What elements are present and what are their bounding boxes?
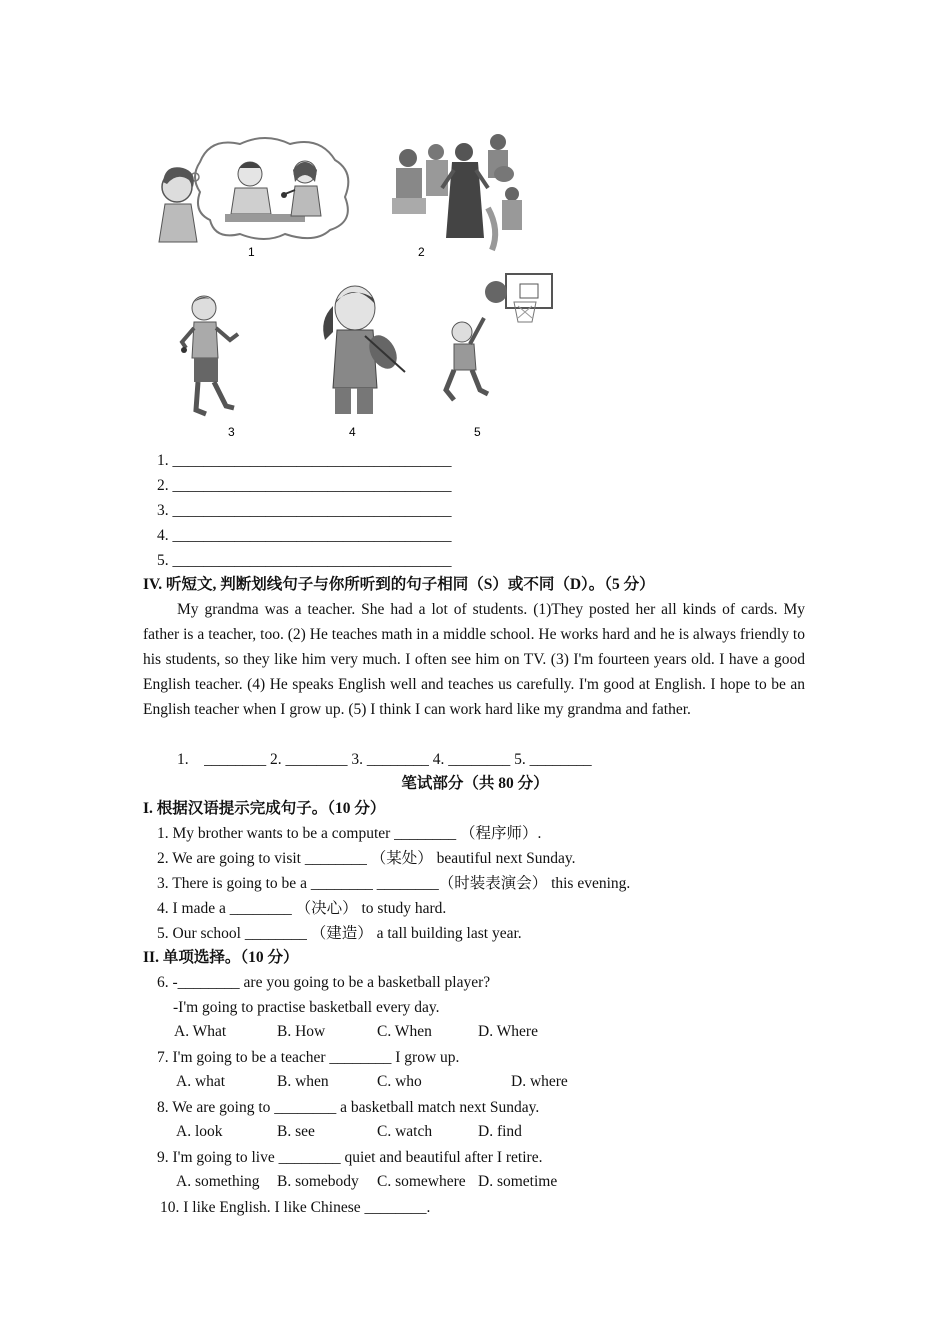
answer-blank[interactable]: ____________________________________ — [172, 502, 452, 519]
picture-label-4: 4 — [349, 425, 356, 439]
question-stem[interactable]: 10. I like English. I like Chinese ________. — [160, 1199, 431, 1216]
option[interactable]: C. somewhere — [377, 1173, 466, 1190]
picture-label-5: 5 — [474, 425, 481, 439]
answer-blank[interactable]: ____________________________________ — [172, 452, 452, 469]
answer-blank[interactable]: ____________________________________ — [172, 552, 452, 569]
option[interactable]: B. How — [277, 1023, 326, 1040]
answer-line: 1. ____________________________________ — [157, 452, 452, 469]
section-iv-heading: IV. 听短文, 判断划线句子与你所听到的句子相同（S）或不同（D）。（5 分） — [143, 576, 655, 593]
answer-blank[interactable]: ____________________________________ — [172, 527, 452, 544]
option[interactable]: B. see — [277, 1123, 315, 1140]
picture-4 — [305, 280, 410, 440]
option[interactable]: A. look — [176, 1123, 223, 1140]
answer-line: 2. ____________________________________ — [157, 477, 452, 494]
picture-label-3: 3 — [228, 425, 235, 439]
option[interactable]: B. when — [277, 1073, 329, 1090]
sentence-item[interactable]: 3. There is going to be a ________ ________（时装表演会） this evening. — [157, 875, 631, 892]
section-iv-passage: My grandma was a teacher. She had a lot of students. (1)They posted her all kinds of cards. My father is a teacher, too. (2) He teaches math in a middle school. He works hard and he is always friendly to his students, so they like him very much. I often see him on TV. (3) I'm fourteen years old. I have a good English teacher. (4) He speaks English well and teaches us carefully. I'm good at English. I hope to be an English teacher when I grow up. (5) I think I can work hard like my grandma and father. — [143, 601, 805, 718]
option[interactable]: D. find — [478, 1123, 522, 1140]
answer-line: 3. ____________________________________ — [157, 502, 452, 519]
sentence-item[interactable]: 5. Our school ________ （建造） a tall building last year. — [157, 925, 522, 942]
answer-line: 4. ____________________________________ — [157, 527, 452, 544]
section-i-heading: I. 根据汉语提示完成句子。（10 分） — [143, 800, 386, 817]
picture-5 — [440, 270, 560, 440]
option[interactable]: A. something — [176, 1173, 260, 1190]
written-part-title: 笔试部分（共 80 分） — [401, 775, 549, 792]
question-stem[interactable]: 7. I'm going to be a teacher ________ I grow up. — [157, 1049, 460, 1066]
option[interactable]: C. watch — [377, 1123, 433, 1140]
picture-2 — [388, 130, 528, 260]
section-ii-heading: II. 单项选择。（10 分） — [143, 949, 299, 966]
question-stem[interactable]: 9. I'm going to live ________ quiet and beautiful after I retire. — [157, 1149, 543, 1166]
question-stem[interactable]: 6. -________ are you going to be a basketball player? — [157, 974, 491, 991]
option[interactable]: A. what — [176, 1073, 226, 1090]
picture-label-2: 2 — [418, 245, 425, 259]
option[interactable]: C. When — [377, 1023, 432, 1040]
question-stem[interactable]: 8. We are going to ________ a basketball match next Sunday. — [157, 1099, 540, 1116]
picture-3 — [172, 290, 252, 440]
sentence-item[interactable]: 1. My brother wants to be a computer ________ （程序师）. — [157, 825, 542, 842]
sentence-item[interactable]: 4. I made a ________ （决心） to study hard. — [157, 900, 447, 917]
option[interactable]: C. who — [377, 1073, 422, 1090]
sentence-item[interactable]: 2. We are going to visit ________ （某处） beautiful next Sunday. — [157, 850, 576, 867]
picture-1 — [155, 132, 360, 260]
picture-label-1: 1 — [248, 245, 255, 259]
option[interactable]: B. somebody — [277, 1173, 359, 1190]
question-stem-reply: -I'm going to practise basketball every day. — [173, 999, 440, 1016]
answer-blank[interactable]: ____________________________________ — [172, 477, 452, 494]
section-iv-answers[interactable]: 1. ________ 2. ________ 3. ________ 4. ________ 5. ________ — [177, 751, 592, 768]
answer-line: 5. ____________________________________ — [157, 552, 452, 569]
option[interactable]: D. where — [511, 1073, 568, 1090]
option[interactable]: D. sometime — [478, 1173, 558, 1190]
option[interactable]: A. What — [174, 1023, 227, 1040]
option[interactable]: D. Where — [478, 1023, 538, 1040]
